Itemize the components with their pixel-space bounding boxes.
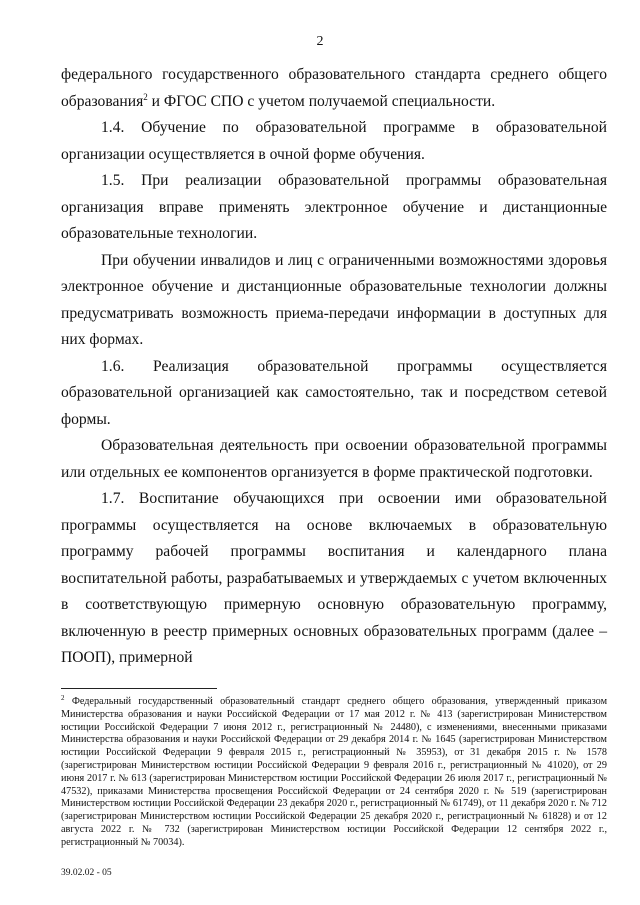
paragraph-1-7: 1.7. Воспитание обучающихся при освоении ими образовательной программы осуществляется на основе включаемых в образовательную программу рабочей программы воспитания и календарного плана воспитательной работы, разрабатываемых и утверждаемых с учетом включенных в соответствующую примерную основную образовательную программу, включенную в реестр примерных основных образовательных программ (далее – ПООП), примерной xyxy=(61,490,607,666)
footnote-text: Федеральный государственный образовательный стандарт среднего общего образования, утвержденный приказом Министерства образования и науки Российской Федерации от 17 мая 2012 г. № 413 (зарегистрирован Министерством юстиции Российской Федерации 7 июня 2012 г., регистрационный № 24480), с изменениями, внесенными приказами Министерства образования и науки Российской Федерации от 29 декабря 2014 г. № 1645 (зарегистрирован Министерством юстиции Российской Федерации 9 февраля 2015 г., регистрационный № 35953), от 31 декабря 2015 г. № 1578 (зарегистрирован Министерством юстиции Российской Федерации 9 февраля 2016 г., регистрационный № 41020), от 29 июня 2017 г. № 613 (зарегистрирован Министерством юстиции Российской Федерации 26 июля 2017 г., регистрационный № 47532), приказами Министерства просвещения Российской Федерации от 24 сентября 2020 г. № 519 (зарегистрирован Министерством юстиции Российской Федерации 23 декабря 2020 г., регистрационный № 61749), от 11 декабря 2020 г. № 712 (зарегистрирован Министерством юстиции Российской Федерации 25 декабря 2020 г., регистрационный № 61828) и от 12 августа 2022 г. № 732 (зарегистрирован Министерством юстиции Российской Федерации 12 сентября 2022 г., регистрационный № 70034). xyxy=(61,696,608,848)
document-code: 39.02.02 - 05 xyxy=(61,868,112,878)
paragraph-practical-training: Образовательная деятельность при освоении образовательной программы или отдельных ее компонентов организуется в форме практической подготовки. xyxy=(61,437,607,481)
footnote-marker: 2 xyxy=(61,694,65,702)
footnote-divider xyxy=(61,688,217,689)
paragraph-1-5: 1.5. При реализации образовательной программы образовательная организация вправе применять электронное обучение и дистанционные образовательные технологии. xyxy=(61,172,607,242)
paragraph-disabled-learners: При обучении инвалидов и лиц с ограниченными возможностями здоровья электронное обучение и дистанционные образовательные технологии должны предусматривать возможность приема-передачи информации в доступных для них формах. xyxy=(61,251,607,348)
paragraph-1-4: 1.4. Обучение по образовательной программе в образовательной организации осуществляется в очной форме обучения. xyxy=(61,119,607,163)
paragraph-text: федерального государственного образовательного стандарта среднего общего образования xyxy=(61,66,607,110)
paragraph-continuation xyxy=(61,62,607,115)
paragraph-text: и ФГОС СПО с учетом получаемой специальности. xyxy=(151,92,496,110)
page-number: 2 xyxy=(316,34,324,49)
footnote-reference[interactable]: 2 xyxy=(143,91,148,102)
document-body xyxy=(61,62,607,672)
paragraph-1-6: 1.6. Реализация образовательной программы осуществляется образовательной организацией как самостоятельно, так и посредством сетевой формы. xyxy=(61,357,607,428)
footnote xyxy=(61,696,607,850)
